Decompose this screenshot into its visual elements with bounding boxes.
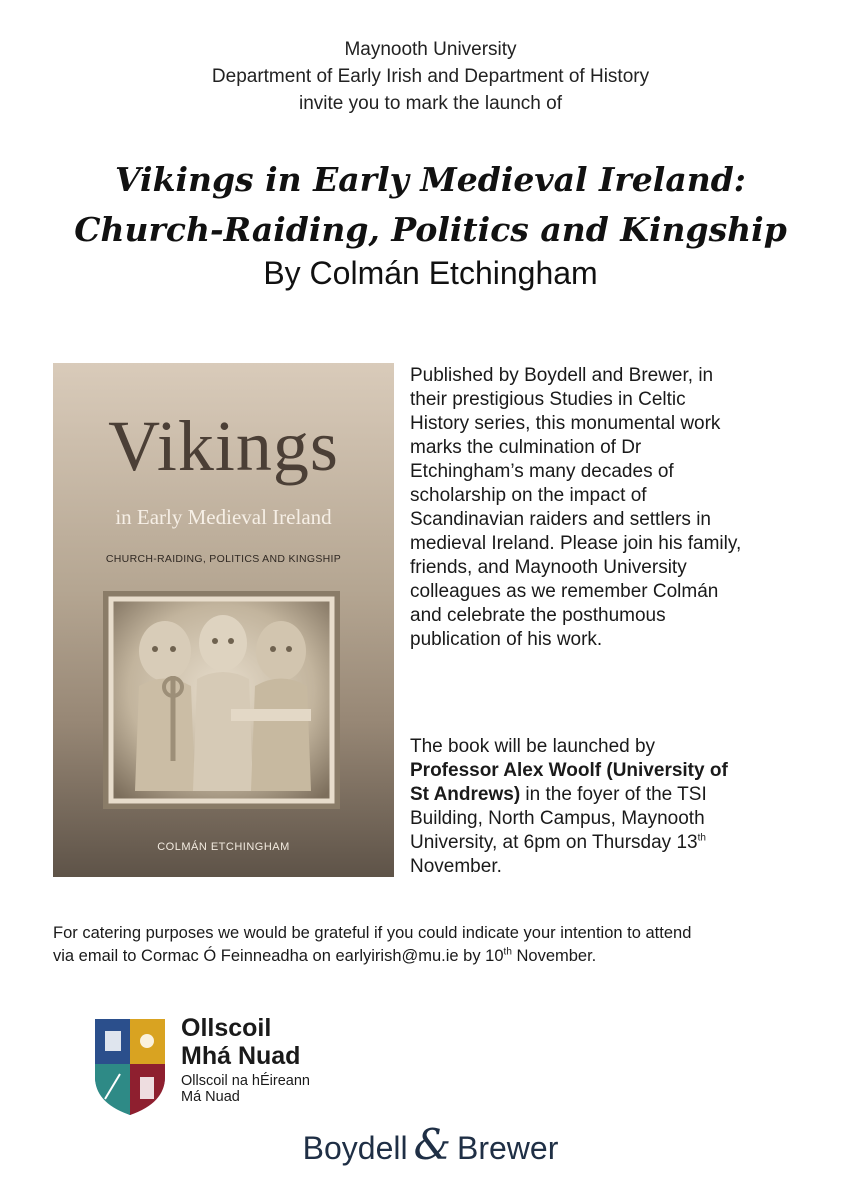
description-line: and celebrate the posthumous [410,605,666,626]
launch-line: November. [410,856,502,877]
speaker-affiliation: St Andrews) [410,784,521,805]
description-line: medieval Ireland. Please join his family, [410,533,742,554]
description-line: marks the culmination of Dr [410,437,642,458]
launch-venue: in the foyer of the TSI [520,784,707,805]
cover-caption: CHURCH-RAIDING, POLITICS AND KINGSHIP [105,553,342,565]
description-line: Scandinavian raiders and settlers in [410,509,712,530]
book-title-line2: Church-Raiding, Politics and Kingship [74,210,787,249]
stone-relief-image [103,591,340,809]
launch-details-paragraph [410,735,830,879]
rsvp-month: November. [511,947,597,965]
launch-date: University, at 6pm on Thursday 13 [410,832,698,853]
university-subname-line1: Ollscoil na hÉireann [181,1073,310,1089]
cover-subtitle: in Early Medieval Ireland [115,505,332,529]
university-name-line2: Mhá Nuad [181,1042,301,1070]
launch-line: Building, North Campus, Maynooth [410,808,705,829]
date-suffix: th [697,832,706,844]
cover-author: COLMÁN ETCHINGHAM [157,841,290,853]
rsvp-date-suffix: th [503,946,512,958]
invite-line: invite you to mark the launch of [299,93,562,114]
description-line: Etchingham’s many decades of [410,461,674,482]
description-paragraph [410,364,830,652]
book-title-line1: Vikings in Early Medieval Ireland: [115,160,746,199]
cover-title: Vikings [108,406,339,486]
speaker-name: Professor Alex Woolf (University of [410,760,728,781]
book-author: By Colmán Etchingham [263,255,598,291]
description-line: Published by Boydell and Brewer, in [410,365,714,386]
publisher-name-b: Brewer [456,1130,559,1166]
launch-line: The book will be launched by [410,736,656,757]
department-line: Department of Early Irish and Department of History [211,66,650,87]
university-name-line1: Ollscoil [181,1014,272,1042]
rsvp-note [53,922,833,968]
host-line: Maynooth University [344,39,517,60]
description-line: History series, this monumental work [410,413,721,434]
description-line: friends, and Maynooth University [410,557,687,578]
university-subname-line2: Má Nuad [181,1089,240,1105]
book-cover-image [53,363,394,877]
description-line: scholarship on the impact of [410,485,647,506]
description-line: their prestigious Studies in Celtic [410,389,686,410]
rsvp-line: For catering purposes we would be grateful if you could indicate your intention to attend [53,924,692,942]
description-line: colleagues as we remember Colmán [410,581,719,602]
rsvp-email-line: via email to Cormac Ó Feinneadha on earlyirish@mu.ie by 10 [53,947,504,965]
publisher-ampersand: & [413,1120,451,1169]
maynooth-crest-logo [95,1019,165,1115]
publisher-name-a: Boydell [302,1130,408,1166]
description-line: publication of his work. [410,629,603,650]
publisher-logo [0,1120,861,1169]
